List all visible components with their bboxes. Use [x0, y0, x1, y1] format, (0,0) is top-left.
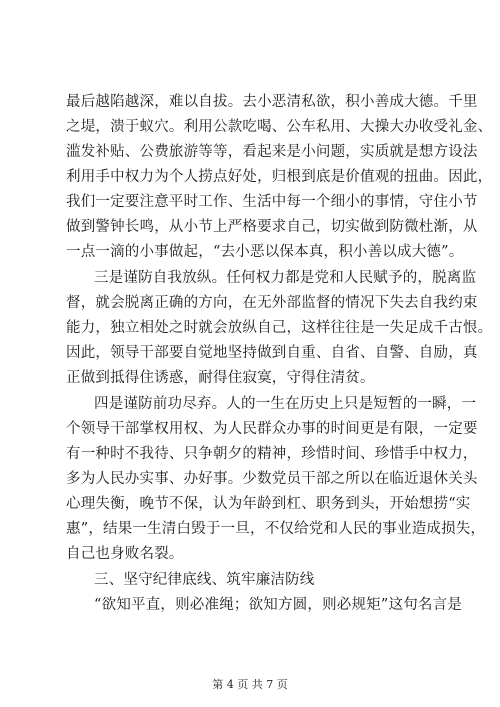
- text-line: 督，就会脱离正确的方向，在无外部监督的情况下失去自我约束: [66, 295, 478, 311]
- text-line: “欲知平直，则必准绳；欲知方圆，则必规矩”这句名言是: [94, 597, 463, 613]
- text-line: 心理失衡，晚节不保，认为年龄到杠、职务到头，开始想捞“实: [66, 496, 471, 512]
- text-line: 一点一滴的小事做起，“去小恶以保本真，积小善以成大德”。: [66, 244, 464, 260]
- text-line: 能力，独立相处之时就会放纵自己，这样往往是一失足成千古恨。: [66, 320, 493, 336]
- text-line: 正做到抵得住诱惑，耐得住寂寞，守得住清贫。: [66, 370, 375, 386]
- page-number-footer: 第 4 页 共 7 页: [212, 678, 288, 691]
- text-line: 个领导干部掌权用权、为人民群众办事的时间更是有限，一定要: [66, 421, 478, 437]
- text-line: 惠”，结果一生清白毁于一旦，不仅给党和人民的事业造成损失，: [66, 521, 486, 537]
- text-line: 有一种时不我待、只争朝夕的精神，珍惜时间、珍惜手中权力，: [66, 446, 478, 462]
- text-line: 我们一定要注意平时工作、生活中每一个细小的事情，守住小节: [66, 194, 478, 210]
- text-line: 最后越陷越深，难以自拔。去小恶清私欲，积小善成大德。千里: [66, 94, 478, 110]
- text-line: 之堤，溃于蚁穴。利用公款吃喝、公车私用、大操大办收受礼金、: [66, 119, 493, 135]
- text-line: 多为人民办实事、办好事。少数党员干部之所以在临近退休关头: [66, 471, 478, 487]
- paragraph-heading-line: 四是谨防前功尽弃。人的一生在历史上只是短暂的一瞬，一: [94, 396, 477, 412]
- paragraph-heading-line: 三是谨防自我放纵。任何权力都是党和人民赋予的，脱离监: [94, 270, 477, 286]
- text-line: 利用手中权力为个人捞点好处，归根到底是价值观的扭曲。因此，: [66, 169, 493, 185]
- text-line: 滥发补贴、公费旅游等等，看起来是小问题，实质就是想方设法: [66, 144, 478, 160]
- text-line: 因此，领导干部要自觉地坚持做到自重、自省、自警、自励，真: [66, 345, 478, 361]
- text-line: 做到警钟长鸣，从小节上严格要求自己，切实做到防微杜渐，从: [66, 219, 478, 235]
- text-line: 自己也身败名裂。: [66, 546, 184, 562]
- section-heading: 三、坚守纪律底线、筑牢廉洁防线: [94, 572, 315, 588]
